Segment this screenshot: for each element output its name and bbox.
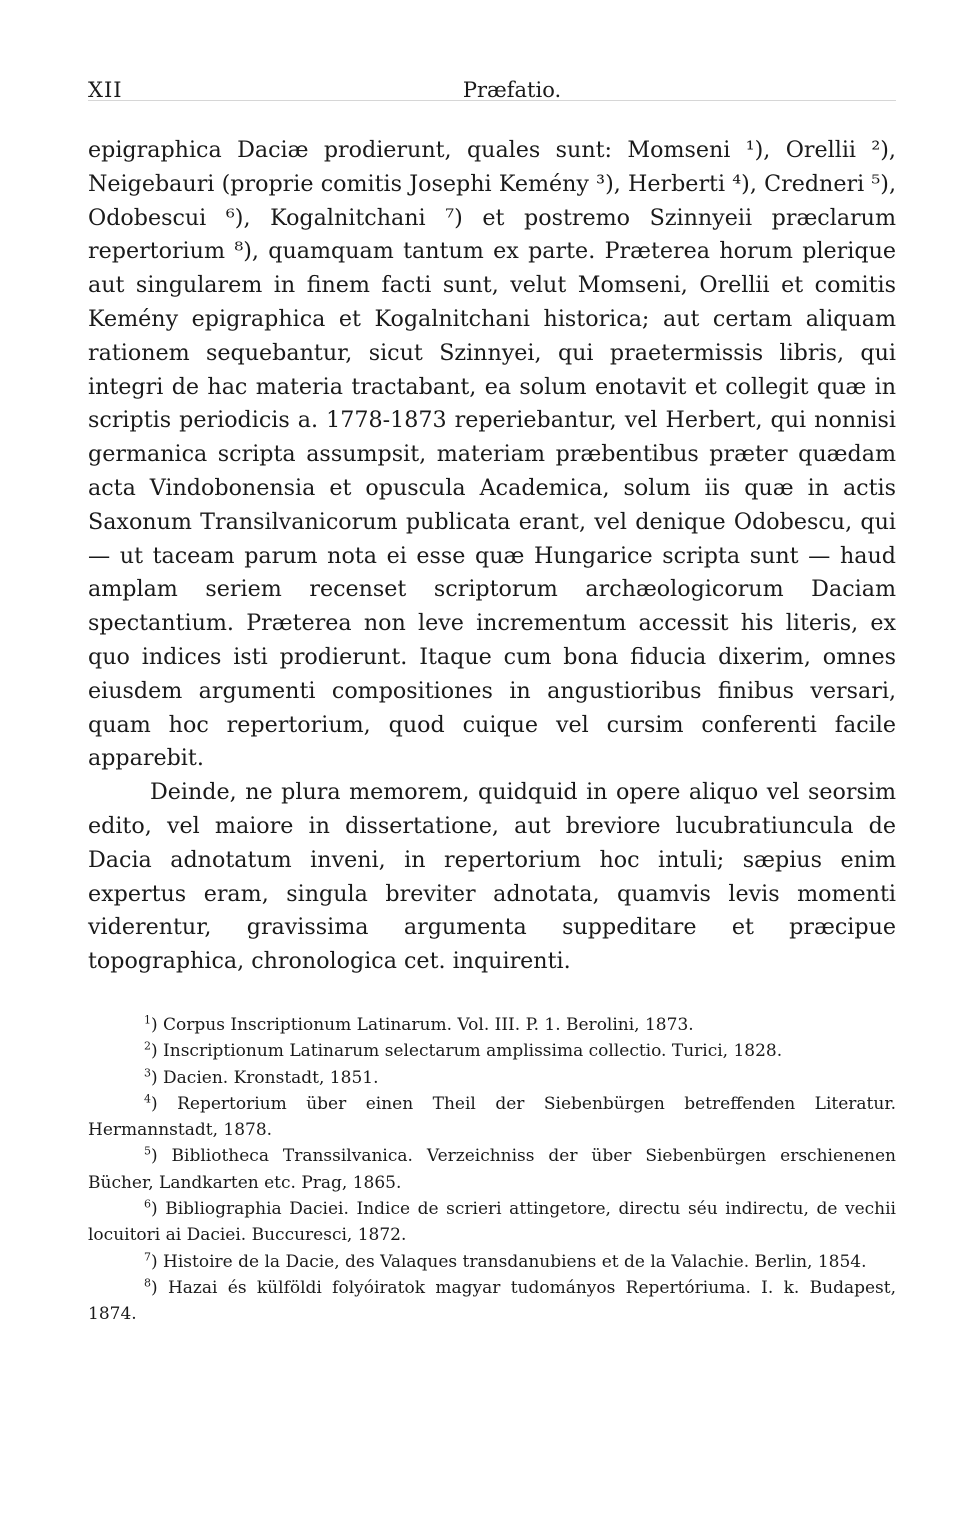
footnote: $^5$) Bibliotheca Transsilvanica. Verzeichniss der über Siebenbürgen erschienenen Bücher, Landkarten etc. Prag, 1865. xyxy=(88,1144,896,1193)
footnote: $^8$) Hazai és külföldi folyóiratok magyar tudományos Repertóriuma. I. k. Budapest, 1874. xyxy=(88,1276,896,1325)
footnote-mark: 5 xyxy=(144,1144,151,1158)
footnote-mark: 3 xyxy=(144,1065,151,1079)
footnote-text: Bibliographia Daciei. Indice de scrieri attingetore, directu séu indirectu, de vechii locuitori ai Daciei. Buccuresci, 1872. xyxy=(88,1199,896,1246)
footnote-text: Corpus Inscriptionum Latinarum. Vol. III. P. 1. Berolini, 1873. xyxy=(163,1015,694,1035)
footnote-text: Inscriptionum Latinarum selectarum amplissima collectio. Turici, 1828. xyxy=(163,1041,783,1062)
page-number: XII xyxy=(88,78,123,102)
footnote: $^4$) Repertorium über einen Theil der Siebenbürgen betreffenden Literatur. Hermannstadt, 1878. xyxy=(88,1092,896,1141)
footnote-mark: 7 xyxy=(144,1250,151,1264)
footnote-mark: 2 xyxy=(144,1039,151,1053)
footnote-text: Histoire de la Dacie, des Valaques transdanubiens et de la Valachie. Berlin, 1854. xyxy=(163,1251,867,1272)
footnote-mark: 8 xyxy=(144,1276,151,1290)
footnotes xyxy=(88,1012,896,1328)
footnote: $^1$) Corpus Inscriptionum Latinarum. Vol. III. P. 1. Berolini, 1873. xyxy=(144,1013,694,1035)
main-text xyxy=(88,134,896,979)
footnote-mark: 6 xyxy=(144,1197,151,1211)
footnote: $^6$) Bibliographia Daciei. Indice de scrieri attingetore, directu séu indirectu, de vechii locuitori ai Daciei. Buccuresci, 1872. xyxy=(88,1197,896,1246)
footnote: $^7$) Histoire de la Dacie, des Valaques transdanubiens et de la Valachie. Berlin, 1854. xyxy=(144,1250,867,1272)
footnote-text: Repertorium über einen Theil der Siebenbürgen betreffenden Literatur. Hermannstadt, 1878. xyxy=(88,1093,896,1141)
paragraph-2: Deinde, ne plura memorem, quidquid in opere aliquo vel seorsim edito, vel maiore in dissertatione, aut breviore lucubratiuncula de Dacia adnotatum inveni, in repertorium hoc intuli; sæpius enim expertus eram, singula breviter adnotata, quamvis levis momenti viderentur, gravissima argumenta suppeditare et præcipue topographica, chronologica cet. inquirenti. xyxy=(88,779,896,975)
running-title: Præfatio. xyxy=(462,78,562,102)
footnote-mark: 4 xyxy=(144,1092,151,1106)
footnote-text: Bibliotheca Transsilvanica. Verzeichniss der über Siebenbürgen erschienenen Bücher, Landkarten etc. Prag, 1865. xyxy=(88,1146,896,1193)
footnote-text: Hazai és külföldi folyóiratok magyar tudományos Repertóriuma. I. k. Budapest, 1874. xyxy=(88,1277,896,1325)
paragraph-1: epigraphica Daciæ prodierunt, quales sunt: Momseni ¹), Orellii ²), Neigebauri (proprie comitis Josephi Kemény ³), Herberti ⁴), Credneri ⁵), Odobescui ⁶), Kogalnitchani ⁷) et postremo Szinnyeii præclarum repertorium ⁸), quamquam tantum ex parte. Præterea horum plerique aut singularem in finem facti sunt, velut Momseni, Orellii et comitis Kemény epigraphica et Kogalnitchani historica; aut certam aliquam rationem sequebantur, sicut Szinnyei, qui praetermissis libris, qui integri de hac materia tractabant, ea solum enotavit et collegit quæ in scriptis periodicis a. 1778-1873 reperiebantur, vel Herbert, qui nonnisi germanica scripta assumpsit, materiam præbentibus præter quædam acta Vindobonensia et opuscula Academica, solum iis quæ in actis Saxonum Transilvanicorum publicata erant, vel denique Odobescu, qui — ut taceam parum nota ei esse quæ Hungarice scripta sunt — haud amplam seriem recenset scriptorum archæologicorum Daciam spectantium. Præterea non leve incrementum accessit his literis, ex quo indices isti prodierunt. Itaque cum bona fiducia dixerim, omnes eiusdem argumenti compositiones in angustioribus finibus versari, quam hoc repertorium, quod cuique vel cursim conferenti facile apparebit. xyxy=(88,137,896,772)
footnote: $^2$) Inscriptionum Latinarum selectarum amplissima collectio. Turici, 1828. xyxy=(144,1039,783,1062)
footnote-mark: 1 xyxy=(144,1013,151,1027)
footnote-text: Dacien. Kronstadt, 1851. xyxy=(163,1067,379,1088)
footnote: $^3$) Dacien. Kronstadt, 1851. xyxy=(144,1065,379,1088)
header-rule xyxy=(88,100,896,101)
